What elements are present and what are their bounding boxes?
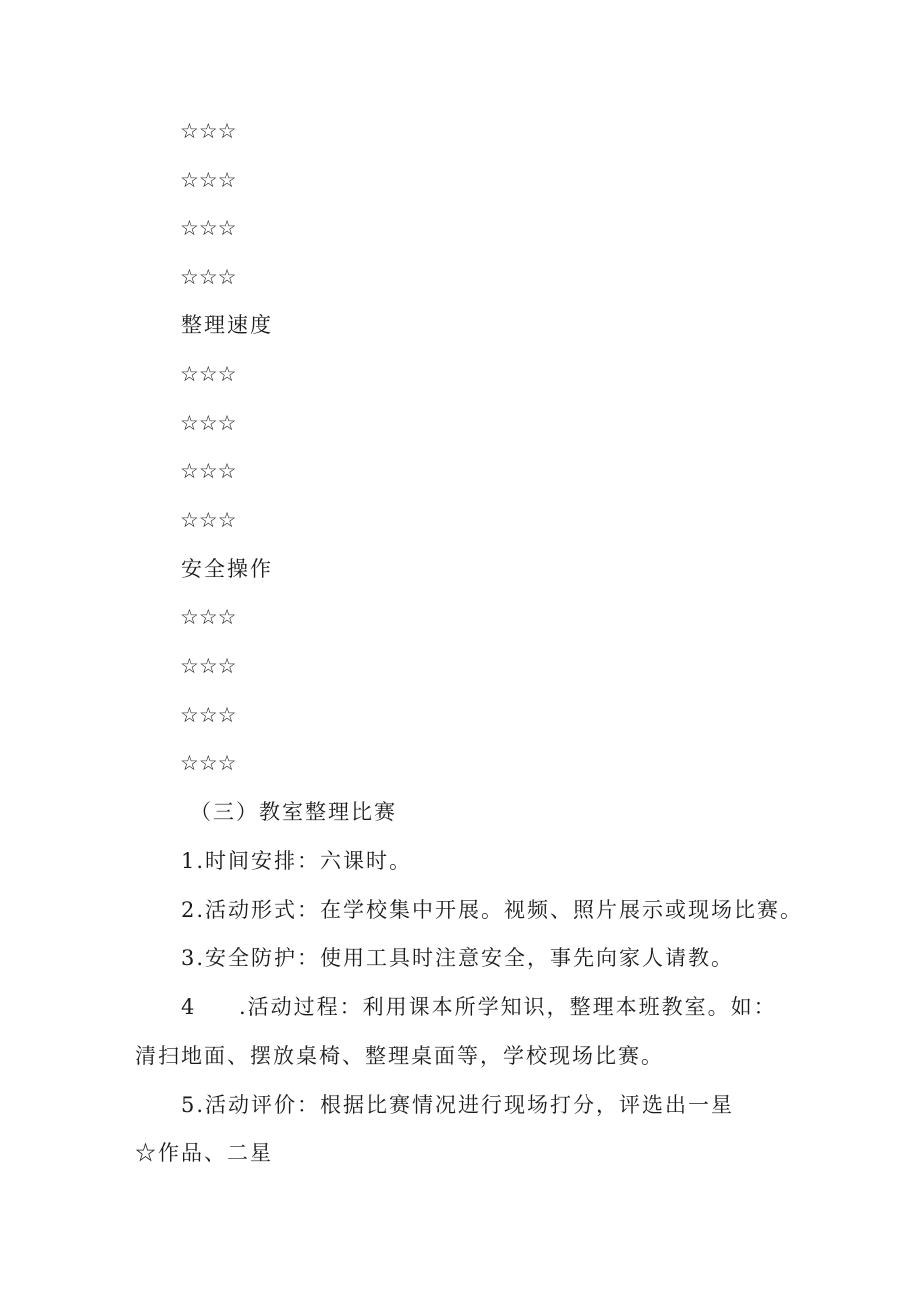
item-number: 2: [181, 898, 197, 922]
star-rating-row: ☆☆☆: [180, 508, 237, 532]
item-text: .活动评价：根据比赛情况进行现场打分，评选出一星: [196, 1093, 735, 1117]
star-rating-row: ☆☆☆: [180, 216, 237, 240]
star-rating-row: ☆☆☆: [180, 654, 237, 678]
star-rating-row: ☆☆☆: [180, 119, 237, 143]
star-rating-row: ☆☆☆: [180, 411, 237, 435]
star-rating-row: ☆☆☆: [180, 703, 237, 727]
list-item: [181, 846, 412, 876]
list-item: [181, 1090, 734, 1120]
item-number: 4: [181, 995, 197, 1019]
star-rating-row: ☆☆☆: [180, 605, 237, 629]
item-text: .时间安排：六课时。: [196, 849, 413, 873]
item-text: .活动形式：在学校集中开展。视频、照片展示或现场比赛。: [196, 898, 804, 922]
list-item: [181, 943, 734, 973]
section-heading: （三）教室整理比赛: [190, 800, 397, 824]
criterion-label-safety: 安全操作: [181, 557, 273, 581]
criterion-label-speed: 整理速度: [181, 313, 273, 337]
item-continuation: 清扫地面、摆放桌椅、整理桌面等，学校现场比赛。: [135, 1044, 664, 1068]
star-rating-row: ☆☆☆: [180, 265, 237, 289]
star-rating-row: ☆☆☆: [180, 362, 237, 386]
list-item: [181, 895, 803, 925]
star-rating-row: ☆☆☆: [180, 751, 237, 775]
item-text: .安全防护：使用工具时注意安全，事先向家人请教。: [196, 946, 735, 970]
item-number: 5: [181, 1093, 197, 1117]
item-text: .活动过程：利用课本所学知识，整理本班教室。如：: [239, 995, 777, 1019]
list-item: [181, 992, 777, 1022]
item-number: 1: [181, 849, 197, 873]
star-rating-row: ☆☆☆: [180, 459, 237, 483]
item-number: 3: [181, 946, 197, 970]
star-rating-row: ☆☆☆: [180, 168, 237, 192]
item-continuation: ☆作品、二星: [135, 1141, 273, 1165]
